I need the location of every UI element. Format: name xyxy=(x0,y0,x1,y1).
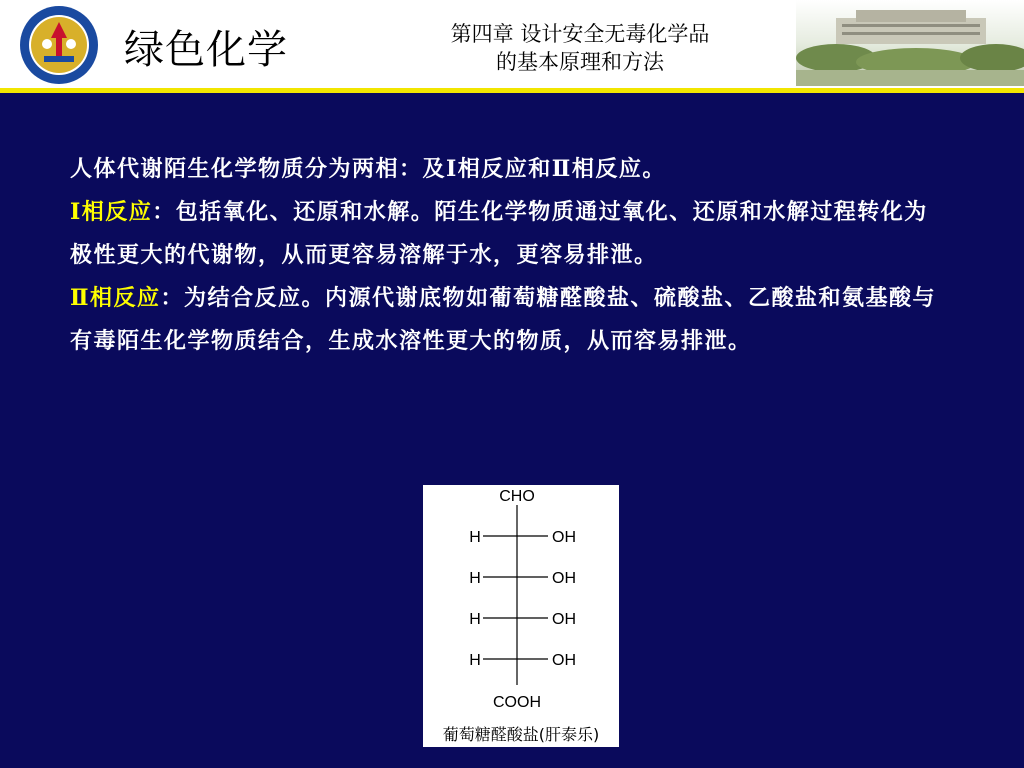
campus-building-photo xyxy=(796,0,1024,86)
chapter-title xyxy=(400,20,760,76)
phase-two-text: ：为结合反应。内源代谢底物如葡萄糖醛酸盐、硫酸盐、乙酸盐和氨基酸与有毒陌生化学物质结合，生成水溶性更大的物质，从而容易排泄。 xyxy=(70,285,937,354)
phase-two-label: Ⅱ相反应 xyxy=(70,285,161,311)
h-substituent: H xyxy=(469,652,481,669)
h-substituent: H xyxy=(469,570,481,587)
cho-group: CHO xyxy=(499,488,535,505)
slide-header xyxy=(0,0,1024,88)
phases-intro-text: 人体代谢陌生化学物质分为两相：及Ⅰ相反应和Ⅱ相反应。 xyxy=(70,156,666,182)
figure-caption: 葡萄糖醛酸盐(肝泰乐) xyxy=(442,725,600,744)
slide-content xyxy=(70,148,950,363)
chapter-line-1: 第四章 设计安全无毒化学品 xyxy=(450,22,710,46)
h-substituent: H xyxy=(469,529,481,546)
oh-substituent: OH xyxy=(552,611,576,628)
paragraph-phase-two xyxy=(70,277,950,363)
chapter-line-2: 的基本原理和方法 xyxy=(496,50,664,74)
phase-one-text: ：包括氧化、还原和水解。陌生化学物质通过氧化、还原和水解过程转化为极性更大的代谢物，从而更容易溶解于水，更容易排泄。 xyxy=(70,199,928,268)
paragraph-phase-one xyxy=(70,191,950,277)
glucuronate-structure-figure xyxy=(423,485,619,747)
phase-one-label: Ⅰ相反应 xyxy=(70,199,153,225)
cooh-group: COOH xyxy=(493,694,541,711)
oh-substituent: OH xyxy=(552,529,576,546)
app-title: 绿色化学 xyxy=(124,27,288,73)
paragraph-two-phases xyxy=(70,148,950,191)
university-seal-icon xyxy=(18,4,100,86)
oh-substituent: OH xyxy=(552,570,576,587)
oh-substituent: OH xyxy=(552,652,576,669)
h-substituent: H xyxy=(469,611,481,628)
